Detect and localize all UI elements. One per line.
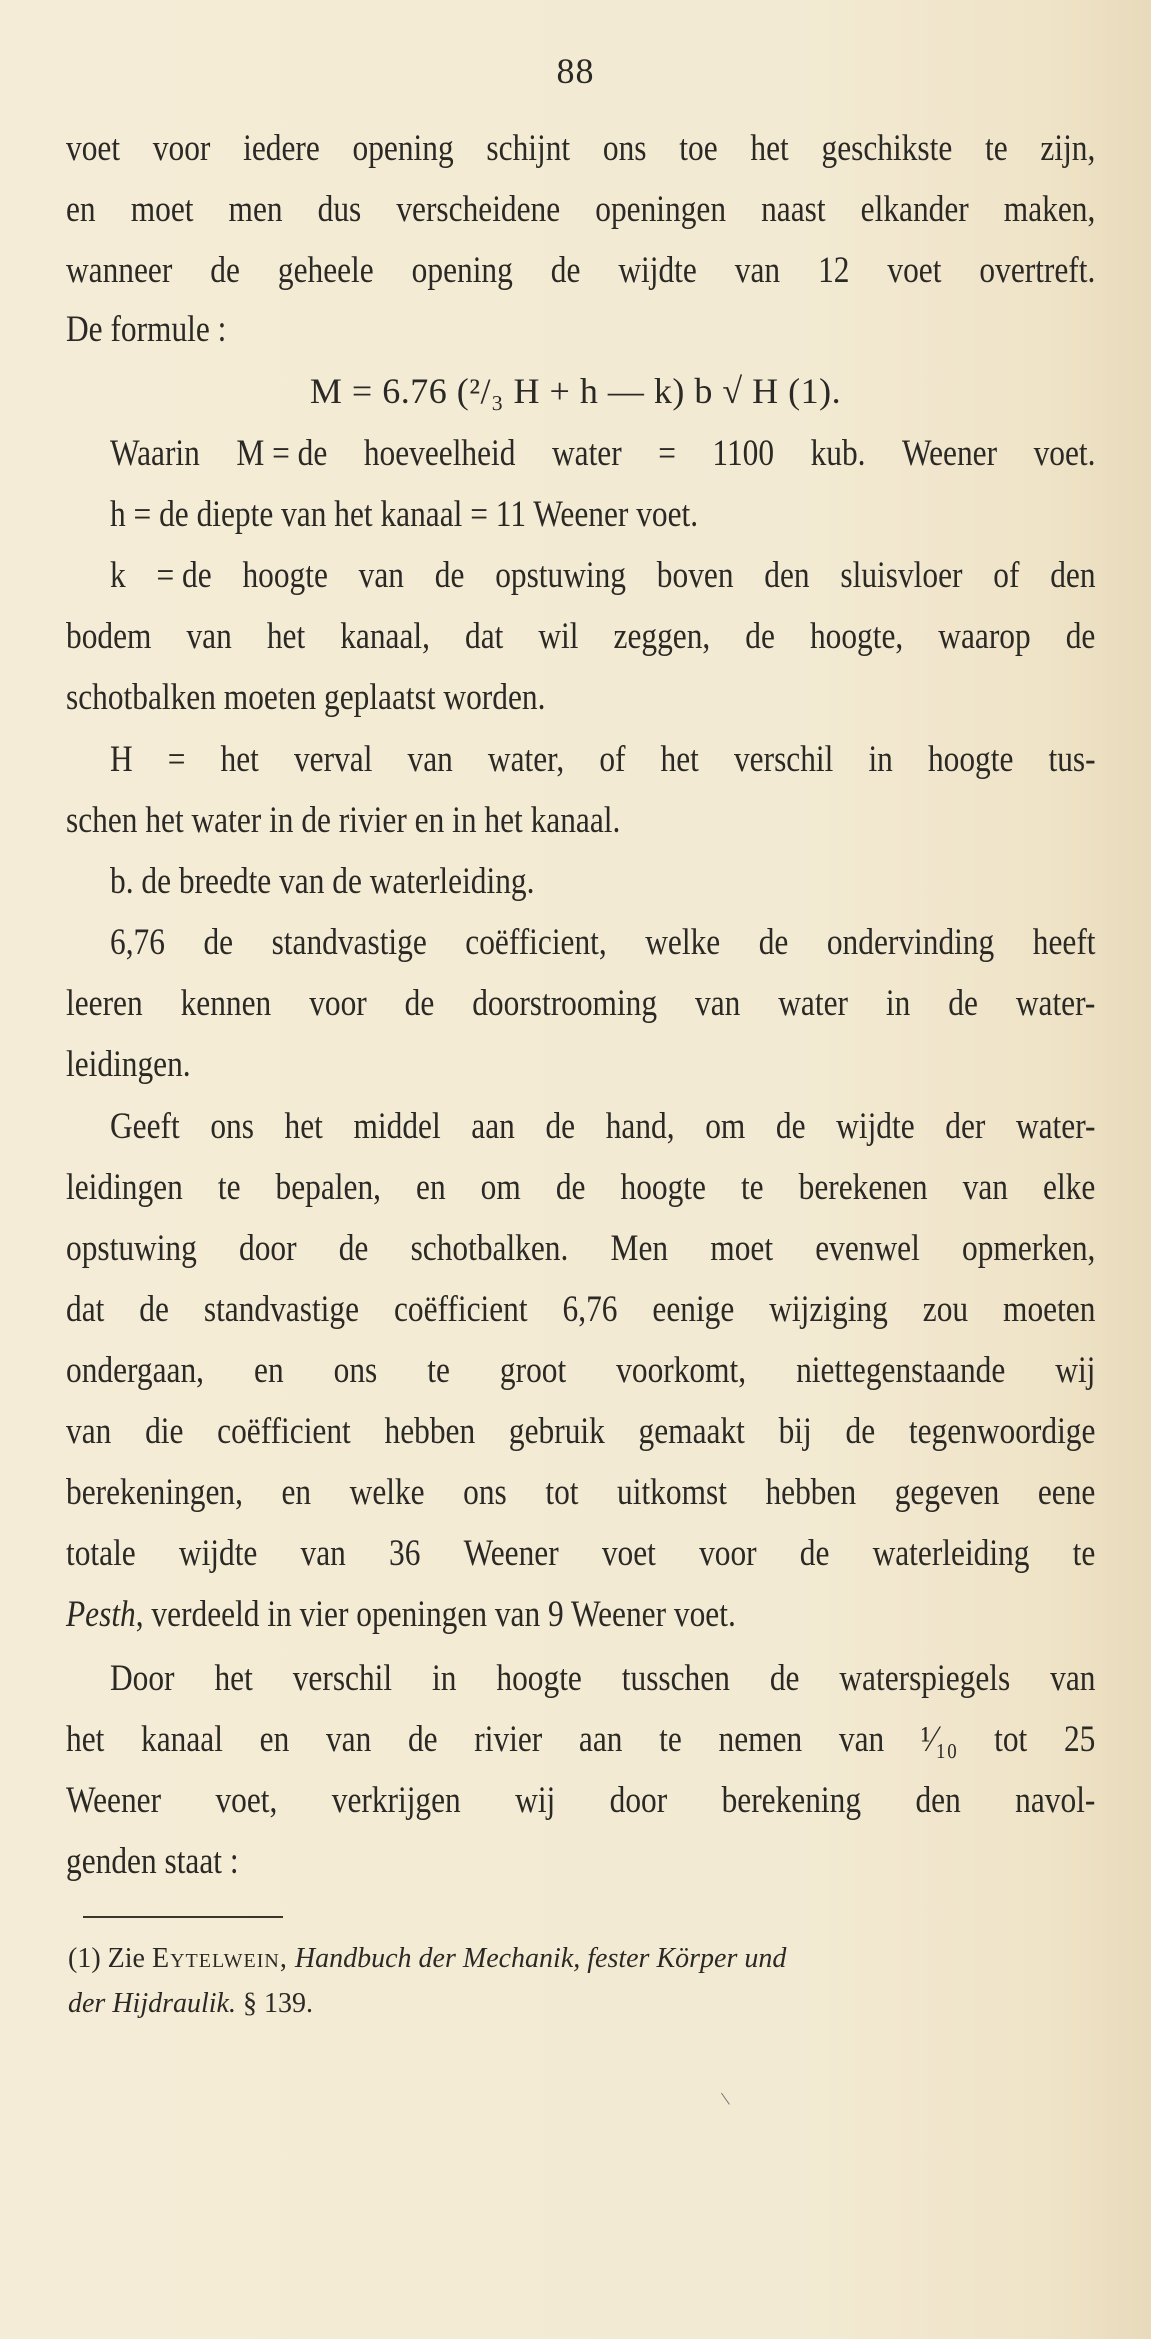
word: moet [130,188,194,229]
p3-line-3 [66,1779,1096,1820]
word: overtreft. [979,249,1096,290]
word: tot [994,1718,1028,1759]
word: standvastige [203,1288,360,1329]
word: kanaal [141,1718,223,1759]
word: kub. [810,432,866,473]
word: wanneer [66,249,173,290]
word: M = de [236,432,328,473]
page-number: 88 [556,51,595,91]
word: de [404,982,435,1023]
word: waarop [938,615,1031,656]
word: aan [578,1718,623,1759]
word: zou [922,1288,969,1329]
word: verschil [733,738,834,779]
word: van [66,1410,112,1451]
word: elkander [860,188,969,229]
word: water [551,432,622,473]
word: de [769,1657,800,1698]
def-k-line-1 [110,554,1096,595]
word: van [695,982,741,1023]
p2-line-5 [66,1349,1096,1390]
word: het [214,1657,253,1698]
word: de [1065,615,1096,656]
word: = [167,738,186,779]
word: verkrijgen [331,1779,461,1820]
p2-line-7 [66,1471,1096,1512]
footnote-rule [83,1916,283,1918]
word: moeten [1003,1288,1096,1329]
word: Door [110,1657,175,1698]
word: den [1050,554,1096,595]
word: Geeft [110,1105,180,1146]
word: ons [463,1471,507,1512]
word: de [139,1288,169,1329]
footnote-title-1: Handbuch der Mechanik, fester Körper und [294,1943,787,1974]
word: in [432,1657,457,1698]
word: water, [487,738,565,779]
word: te [659,1718,682,1759]
word: Waarin [110,432,200,473]
word: = [658,432,676,473]
word: voet [887,249,942,290]
footnote-title-2: der Hijdraulik. [68,1988,236,2019]
word: groot [499,1349,567,1390]
word: hoogte [620,1166,706,1207]
word: ons [333,1349,378,1390]
word: tegenwoordige [908,1410,1096,1451]
p2-line-9 [66,1593,952,1634]
word: de [555,1166,586,1207]
word: opening [411,249,513,290]
word: schijnt [486,127,571,168]
word: 6,76 [110,921,165,962]
word: hand, [605,1105,675,1146]
word: het [750,127,789,168]
word: naast [761,188,826,229]
word: de [338,1227,369,1268]
word: kanaal, [340,615,430,656]
word: voor [309,982,367,1023]
word: opstuwing [495,554,627,595]
def-c-line-2 [66,982,1096,1023]
word: sluisvloer [840,554,963,595]
footnote-line-2 [68,1988,313,2020]
word: welke [349,1471,425,1512]
word: men [228,188,283,229]
word: elke [1043,1166,1096,1207]
word: totale [66,1532,136,1573]
def-M [110,432,1096,473]
word: hoogte [927,738,1014,779]
word: aan [471,1105,515,1146]
p3-line-4: genden staat : [66,1840,239,1881]
word: de [550,249,581,290]
word: ons [210,1105,254,1146]
word: water- [1015,1105,1096,1146]
word: = de [156,554,212,595]
word: te [740,1166,764,1207]
word: hebben [384,1410,476,1451]
word: de [203,921,234,962]
word: moet [710,1227,774,1268]
def-h: h = de diepte van het kanaal = 11 Weener voet. [110,493,699,534]
word: of [599,738,626,779]
word: hoeveelheid [363,432,516,473]
p1-line-4: De formule : [66,308,227,349]
word: geheele [277,249,374,290]
word: om [705,1105,746,1146]
p3-line-1 [110,1657,1096,1698]
word: het [660,738,699,779]
word: het [66,1718,105,1759]
word: opstuwing [66,1227,197,1268]
word: de [948,982,978,1023]
word: van [734,249,781,290]
word: doorstrooming [472,982,658,1023]
word: evenwel [815,1227,920,1268]
word: het [266,615,306,656]
word: bepalen, [275,1166,381,1207]
word: 36 [389,1532,421,1573]
word: berekenen [798,1166,928,1207]
word: maken, [1003,188,1096,229]
word: leidingen [66,1166,183,1207]
word: verscheidene [396,188,561,229]
word: en [416,1166,446,1207]
word: coëfficient, [465,921,607,962]
word: ondervinding [826,921,995,962]
word: 6,76 [562,1288,618,1329]
word: den [915,1779,961,1820]
word: de [407,1718,438,1759]
p2-line-6 [66,1410,1096,1451]
word: te [985,127,1008,168]
word: gebruik [508,1410,605,1451]
word: gegeven [894,1471,1000,1512]
word: Men [610,1227,669,1268]
word: tusschen [621,1657,730,1698]
def-b: b. de breedte van de waterleiding. [110,860,535,901]
word: niettegenstaande [796,1349,1006,1390]
word: toe [679,127,718,168]
p3-line-2 [66,1718,1096,1759]
word: dat [464,615,504,656]
def-c-line-1 [110,921,1096,962]
word: voet [66,127,121,168]
word: van [962,1166,1008,1207]
word: coëfficient [393,1288,528,1329]
word: van [358,554,404,595]
p2-line-8 [66,1532,1096,1573]
word: zeggen, [613,615,711,656]
word: de [758,921,789,962]
word: eene [1037,1471,1096,1512]
word: berekening [721,1779,862,1820]
word: water- [1015,982,1096,1023]
p2-line-9-rest: , verdeeld in vier openingen van 9 Weener voet. [135,1593,736,1634]
p2-line-2 [66,1166,1096,1207]
word: tot [545,1471,579,1512]
def-c-line-3: leidingen. [66,1043,191,1084]
word: der [945,1105,986,1146]
word: waterleiding [872,1532,1030,1573]
p2-line-3 [66,1227,1096,1268]
p1-line-1 [66,127,1096,168]
word: heeft [1032,921,1096,962]
word: verval [293,738,373,779]
word: wijdte [618,249,697,290]
word: van [325,1718,372,1759]
word: van [838,1718,885,1759]
word: het [284,1105,323,1146]
word: de [210,249,240,290]
word: tus- [1048,738,1096,779]
word: het [220,738,259,779]
word: voorkomt, [616,1349,747,1390]
word: te [1072,1532,1096,1573]
word: Weener [66,1779,162,1820]
word: k [110,554,126,595]
def-H-line-2: schen het water in de rivier en in het kanaal. [66,799,621,840]
stray-mark [720,2093,730,2106]
word: voet [601,1532,656,1573]
word: de [799,1532,830,1573]
footnote-author: Eytelwein, [151,1943,288,1974]
p1-line-3 [66,249,1096,290]
word: van [300,1532,346,1573]
word: 12 [818,249,850,290]
word: kennen [180,982,272,1023]
word: Weener [463,1532,559,1573]
word: zijn, [1040,127,1096,168]
word: wil [538,615,579,656]
word: dus [317,188,362,229]
word: door [609,1779,668,1820]
word: iedere [243,127,320,168]
word: of [993,554,1020,595]
word: bodem [66,615,152,656]
word: opmerken, [962,1227,1096,1268]
word: bij [778,1410,812,1451]
word: hoogte [242,554,328,595]
word: nemen [718,1718,803,1759]
word: en [259,1718,290,1759]
word: middel [353,1105,441,1146]
word: in [885,982,911,1023]
formula: M = 6.76 (²/₃ H + h — k) b √ H (1). [309,371,842,411]
word: 1100 [712,432,775,473]
p2-line-4 [66,1288,1096,1329]
footnote-line-1 [68,1943,786,1975]
word: de [434,554,465,595]
word: navol- [1015,1779,1096,1820]
word: wijdte [178,1532,258,1573]
word: door [239,1227,297,1268]
word: gemaakt [638,1410,745,1451]
word: den [764,554,810,595]
word: ondergaan, [66,1349,205,1390]
word: de [545,1105,576,1146]
footnote-marker: (1) Zie [68,1943,145,1974]
word: wijdte [836,1105,915,1146]
word: wij [1055,1349,1096,1390]
word: ¹⁄₁₀ [920,1718,958,1759]
place-name: Pesth [66,1593,136,1634]
word: van [186,615,232,656]
word: Weener [902,432,998,473]
word: waterspiegels [839,1657,1011,1698]
word: water [778,982,848,1023]
word: uitkomst [617,1471,727,1512]
word: berekeningen, [66,1471,243,1512]
word: wijziging [769,1288,888,1329]
word: voor [699,1532,757,1573]
word: hoogte, [809,615,904,656]
word: eenige [652,1288,735,1329]
word: ons [602,127,647,168]
word: rivier [474,1718,543,1759]
word: schotbalken. [410,1227,569,1268]
word: te [217,1166,241,1207]
word: leeren [66,982,143,1023]
word: H [110,738,133,779]
p1-line-2 [66,188,1096,229]
word: hebben [765,1471,857,1512]
word: de [845,1410,876,1451]
def-k-line-3: schotbalken moeten geplaatst worden. [66,676,546,717]
word: en [281,1471,312,1512]
word: voet, [215,1779,278,1820]
word: geschikste [821,127,953,168]
word: dat [66,1288,105,1329]
word: opening [352,127,454,168]
word: coëfficient [217,1410,351,1451]
word: en [66,188,96,229]
word: voet. [1033,432,1096,473]
word: in [868,738,893,779]
p2-line-1 [110,1105,1096,1146]
word: om [480,1166,521,1207]
word: 25 [1063,1718,1096,1759]
word: die [145,1410,184,1451]
word: standvastige [271,921,427,962]
word: te [427,1349,450,1390]
word: van [1050,1657,1096,1698]
word: hoogte [496,1657,582,1698]
word: verschil [292,1657,393,1698]
word: openingen [595,188,727,229]
footnote-section: § 139. [243,1988,313,2019]
word: boven [656,554,734,595]
word: de [775,1105,806,1146]
word: voor [152,127,211,168]
word: wij [515,1779,556,1820]
word: van [407,738,453,779]
def-k-line-2 [66,615,1096,656]
word: de [745,615,775,656]
word: en [254,1349,284,1390]
def-H-line-1 [110,738,1096,779]
word: welke [645,921,721,962]
